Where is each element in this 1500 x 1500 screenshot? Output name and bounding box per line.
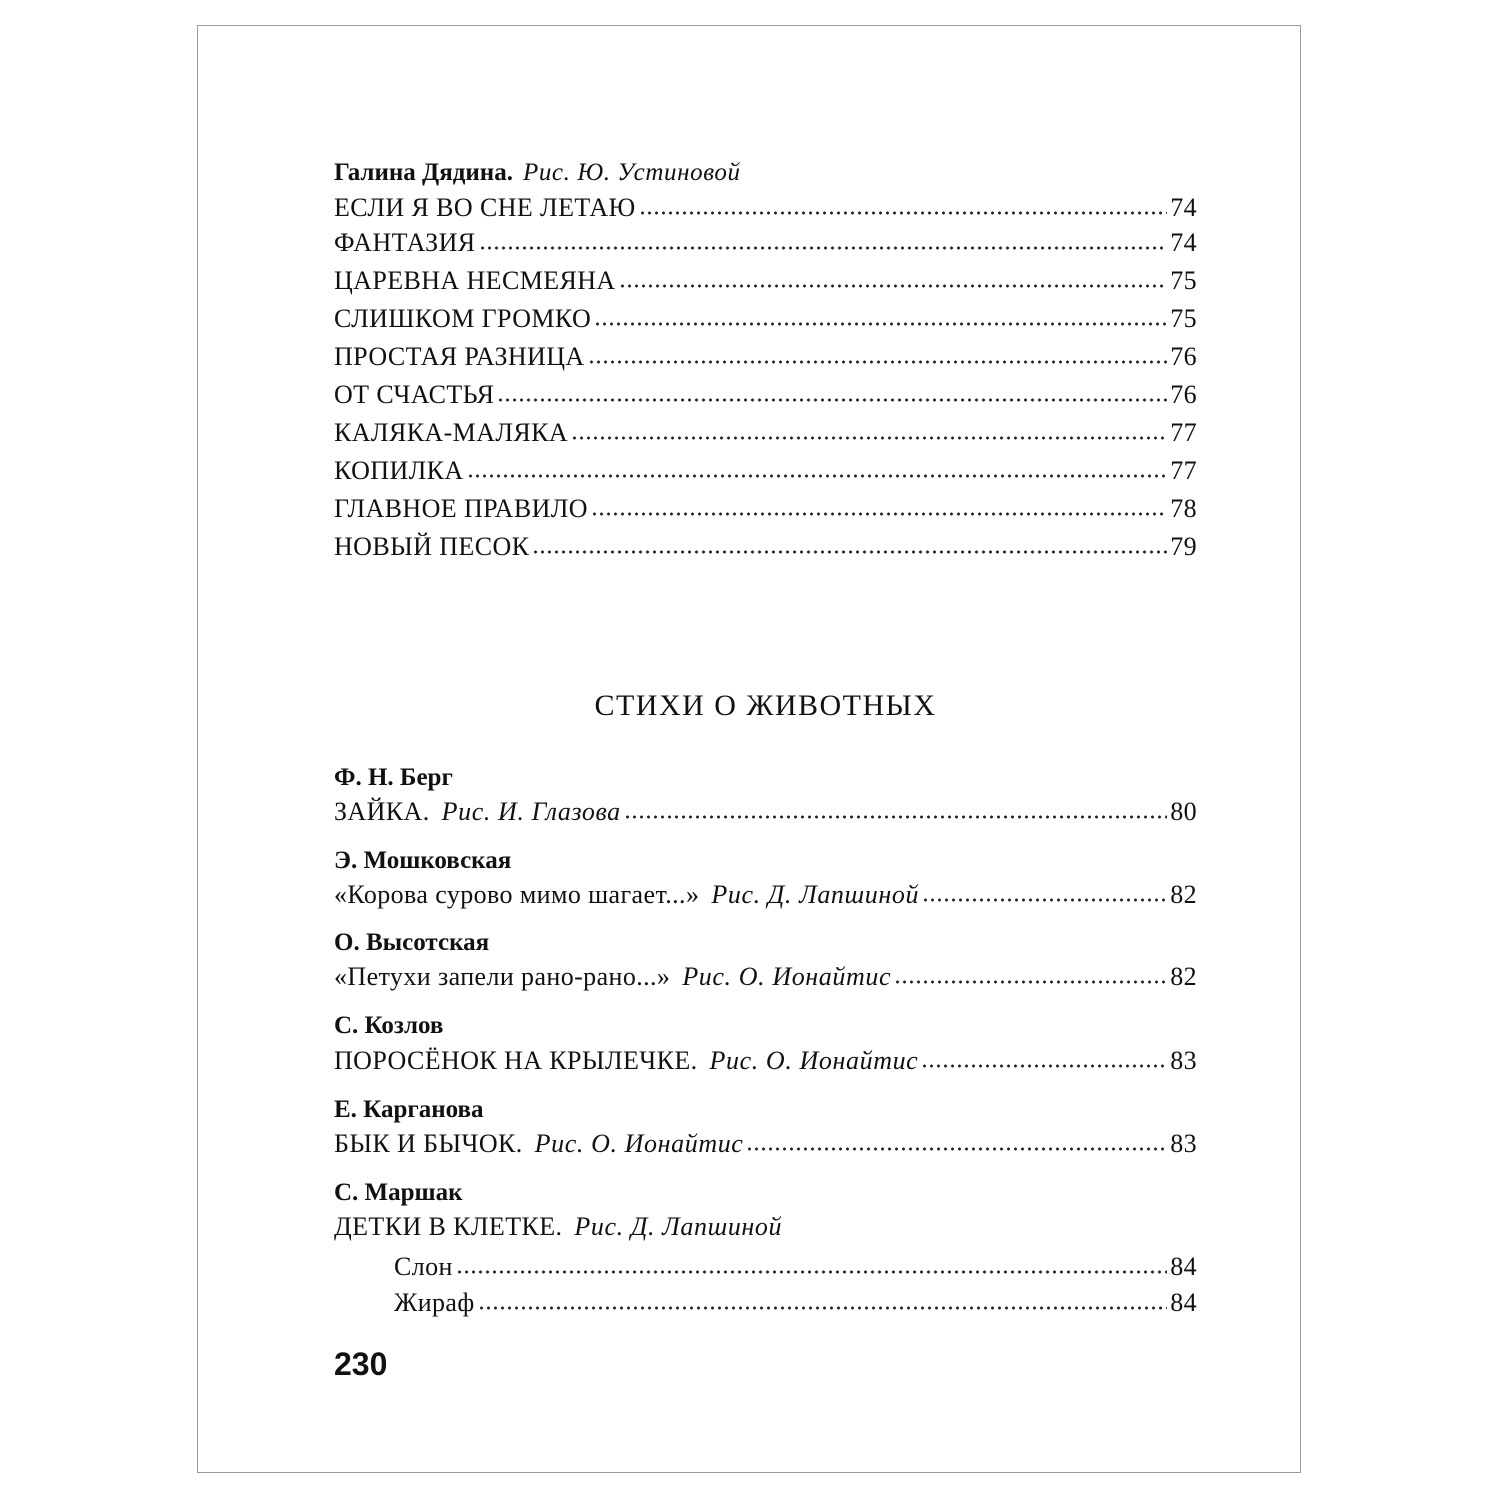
toc-entry[interactable] xyxy=(334,880,1197,910)
toc-entry[interactable] xyxy=(334,1046,1197,1076)
entry-title: КОПИЛКА xyxy=(334,456,464,485)
entry-title: ЦАРЕВНА НЕСМЕЯНА xyxy=(334,266,616,295)
toc-entry[interactable] xyxy=(334,304,1197,334)
entry-title: ГЛАВНОЕ ПРАВИЛО xyxy=(334,494,588,523)
toc-entry[interactable] xyxy=(334,380,1197,410)
toc-entry[interactable] xyxy=(334,1212,1197,1242)
author-name: Галина Дядина. xyxy=(334,159,513,186)
entry-title: ЗАЙКА. xyxy=(334,797,430,826)
entry-page-number: 79 xyxy=(1170,532,1197,561)
entry-page-number: 76 xyxy=(1170,380,1197,409)
entry-title: ПРОСТАЯ РАЗНИЦА xyxy=(334,342,585,371)
entry-title: ПОРОСЁНОК НА КРЫЛЕЧКЕ. xyxy=(334,1046,698,1075)
toc-entry[interactable] xyxy=(334,418,1197,448)
toc-entry[interactable] xyxy=(334,494,1197,524)
entry-title: «Корова сурово мимо шагает...» xyxy=(334,880,700,909)
dot-leader xyxy=(639,210,1168,216)
dot-leader xyxy=(571,435,1167,441)
entry-title: ЕСЛИ Я ВО СНЕ ЛЕТАЮ xyxy=(334,193,636,222)
entry-title: ДЕТКИ В КЛЕТКЕ. xyxy=(334,1212,563,1241)
entry-title: «Петухи запели рано-рано...» xyxy=(334,962,671,991)
dot-leader xyxy=(532,549,1167,555)
author-heading: С. Маршак xyxy=(334,1179,463,1206)
entry-page-number: 80 xyxy=(1170,797,1197,826)
toc-subentry[interactable] xyxy=(394,1288,1197,1318)
entry-title: Жираф xyxy=(394,1288,475,1317)
author-heading: Ф. Н. Берг xyxy=(334,764,453,791)
toc-entry[interactable] xyxy=(334,456,1197,486)
dot-leader xyxy=(478,1305,1168,1311)
dot-leader xyxy=(479,245,1168,251)
toc-entry[interactable] xyxy=(334,797,1197,827)
entry-page-number: 83 xyxy=(1170,1129,1197,1158)
illustrator-credit: Рис. Д. Лапшиной xyxy=(574,1212,783,1241)
entry-title: Слон xyxy=(394,1252,453,1281)
author-heading: Е. Карганова xyxy=(334,1096,484,1123)
entry-page-number: 74 xyxy=(1170,193,1197,222)
dot-leader xyxy=(922,897,1167,903)
dot-leader xyxy=(497,397,1167,403)
entry-title: ФАНТАЗИЯ xyxy=(334,228,476,257)
entry-page-number: 82 xyxy=(1170,962,1197,991)
entry-page-number: 75 xyxy=(1170,304,1197,333)
illustrator-credit: Рис. О. Ионайтис xyxy=(682,962,892,991)
dot-leader xyxy=(921,1063,1167,1069)
entry-page-number: 75 xyxy=(1170,266,1197,295)
dot-leader xyxy=(467,473,1168,479)
entry-page-number: 84 xyxy=(1170,1252,1197,1281)
dot-leader xyxy=(588,359,1168,365)
toc-entry[interactable] xyxy=(334,962,1197,992)
entry-page-number: 77 xyxy=(1170,456,1197,485)
entry-title: КАЛЯКА-МАЛЯКА xyxy=(334,418,569,447)
illustrator-credit: Рис. О. Ионайтис xyxy=(709,1046,919,1075)
entry-page-number: 74 xyxy=(1170,228,1197,257)
dot-leader xyxy=(591,511,1167,517)
author-heading xyxy=(334,159,741,187)
entry-title: СЛИШКОМ ГРОМКО xyxy=(334,304,592,333)
entry-page-number: 84 xyxy=(1170,1288,1197,1317)
illustrator-credit: Рис. Ю. Устиновой xyxy=(522,159,741,186)
toc-entry[interactable] xyxy=(334,228,1197,258)
toc-entry[interactable] xyxy=(334,266,1197,296)
entry-title: НОВЫЙ ПЕСОК xyxy=(334,532,530,561)
entry-page-number: 83 xyxy=(1170,1046,1197,1075)
entry-page-number: 77 xyxy=(1170,418,1197,447)
dot-leader xyxy=(594,321,1167,327)
author-heading: О. Высотская xyxy=(334,929,490,956)
illustrator-credit: Рис. О. Ионайтис xyxy=(534,1129,744,1158)
toc-entry[interactable] xyxy=(334,1129,1197,1159)
entry-page-number: 76 xyxy=(1170,342,1197,371)
dot-leader xyxy=(894,979,1167,985)
dot-leader xyxy=(746,1146,1167,1152)
toc-entry[interactable] xyxy=(334,342,1197,372)
book-page xyxy=(197,25,1301,1473)
dot-leader xyxy=(619,283,1168,289)
entry-title: ОТ СЧАСТЬЯ xyxy=(334,380,495,409)
illustrator-credit: Рис. И. Глазова xyxy=(441,797,621,826)
page-number: 230 xyxy=(334,1346,388,1382)
entry-title: БЫК И БЫЧОК. xyxy=(334,1129,523,1158)
entry-page-number: 82 xyxy=(1170,880,1197,909)
toc-entry[interactable] xyxy=(334,193,1197,223)
illustrator-credit: Рис. Д. Лапшиной xyxy=(711,880,920,909)
section-heading: СТИХИ О ЖИВОТНЫХ xyxy=(594,689,937,722)
dot-leader xyxy=(624,814,1167,820)
author-heading: Э. Мошковская xyxy=(334,847,512,874)
author-heading: С. Козлов xyxy=(334,1012,444,1039)
toc-subentry[interactable] xyxy=(394,1252,1197,1282)
dot-leader xyxy=(456,1269,1167,1275)
toc-entry[interactable] xyxy=(334,532,1197,562)
entry-page-number: 78 xyxy=(1170,494,1197,523)
